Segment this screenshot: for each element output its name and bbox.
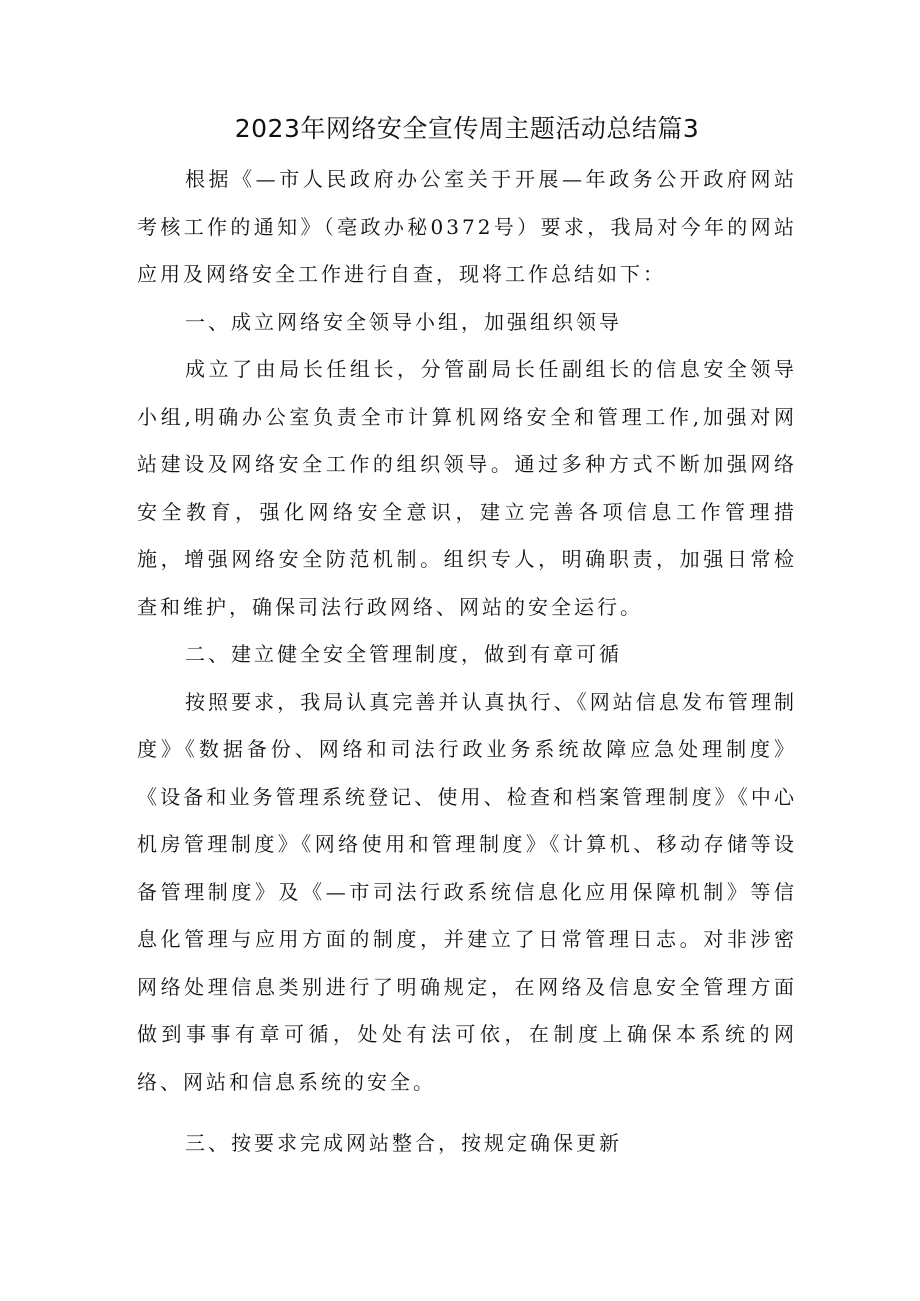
- section-1-paragraph: 成立了由局长任组长，分管副局长任副组长的信息安全领导小组,明确办公室负责全市计算机网络安全和管理工作,加强对网站建设及网络安全工作的组织领导。通过多种方式不断加强网络安全教育，强化网络安全意识，建立完善各项信息工作管理措施，增强网络安全防范机制。组织专人，明确职责，加强日常检查和维护，确保司法行政网络、网站的安全运行。: [137, 357, 797, 619]
- section-1-heading: 一、成立网络安全领导小组，加强组织领导: [185, 309, 622, 334]
- document-title: 2023年网络安全宣传周主题活动总结篇3: [234, 114, 700, 143]
- paragraph-spacer: [137, 1106, 797, 1120]
- section-2-heading: 二、建立健全安全管理制度，做到有章可循: [185, 642, 622, 666]
- document-page: [137, 106, 797, 1168]
- intro-paragraph: 根据《—市人民政府办公室关于开展—年政务公开政府网站考核工作的通知》（亳政办秘0372号）要求，我局对今年的网站应用及网络安全工作进行自查，现将工作总结如下：: [137, 167, 797, 286]
- section-3-heading: 三、按要求完成网站整合，按规定确保更新: [185, 1131, 622, 1155]
- section-2-paragraph: 按照要求，我局认真完善并认真执行、《网站信息发布管理制度》《数据备份、网络和司法行政业务系统故障应急处理制度》《设备和业务管理系统登记、使用、检查和档案管理制度》《中心机房管理制度》《网络使用和管理制度》《计算机、移动存储等设备管理制度》及《—市司法行政系统信息化应用保障机制》等信息化管理与应用方面的制度，并建立了日常管理日志。对非涉密网络处理信息类别进行了明确规定，在网络及信息安全管理方面做到事事有章可循，处处有法可依，在制度上确保本系统的网络、网站和信息系统的安全。: [137, 689, 797, 1094]
